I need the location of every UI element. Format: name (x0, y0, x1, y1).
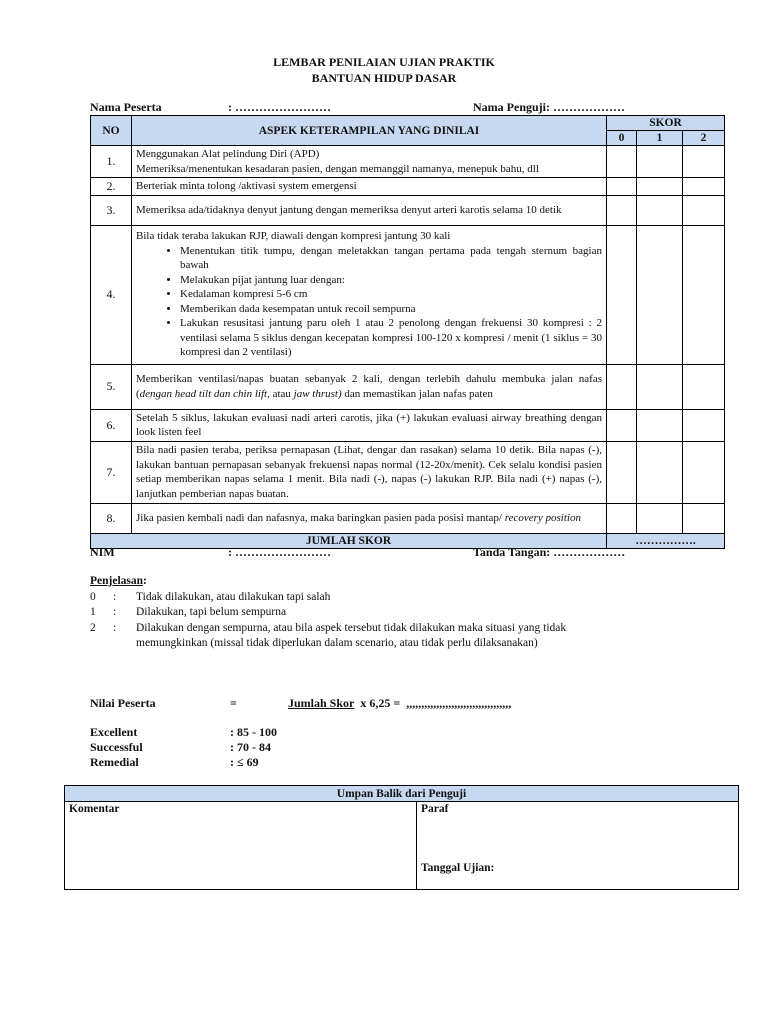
score-cell-1[interactable] (637, 409, 683, 441)
grade-range: : 85 - 100 (230, 725, 277, 739)
col-aspek-header: ASPEK KETERAMPILAN YANG DINILAI (132, 116, 607, 146)
score-cell-1[interactable] (637, 146, 683, 178)
formula-jumlah-skor: Jumlah Skor (288, 696, 355, 710)
score-cell-1[interactable] (637, 364, 683, 409)
row-number: 6. (91, 409, 132, 441)
aspect-text: Menggunakan Alat pelindung Diri (APD) (136, 148, 320, 160)
row-aspect (132, 178, 607, 196)
nim-value: : …………………… (228, 545, 331, 559)
score-cell-1[interactable] (637, 225, 683, 364)
nama-peserta-label: Nama Peserta (90, 100, 162, 114)
score-cell-1[interactable] (637, 178, 683, 196)
komentar-label: Komentar (69, 803, 120, 815)
feedback-table (64, 785, 739, 890)
score-cell-2[interactable] (683, 364, 725, 409)
score-cell-1[interactable] (637, 195, 683, 225)
aspect-text-italic: dengan head tilt dan chin lift, (139, 387, 270, 400)
table-row (91, 503, 725, 533)
nama-peserta-value: : …………………… (228, 100, 331, 114)
grade-range: : ≤ 69 (230, 755, 259, 769)
legend-text: Dilakukan dengan sempurna, atau bila aspek tersebut tidak dilakukan maka situasi yang tidak (136, 622, 567, 634)
score-cell-0[interactable] (607, 364, 637, 409)
grade-range: : 70 - 84 (230, 740, 271, 754)
score-cell-2[interactable] (683, 503, 725, 533)
paraf-label: Paraf (421, 803, 449, 815)
aspect-text: Berteriak minta tolong /aktivasi system emergensi (136, 180, 357, 192)
penjelasan-heading (90, 575, 147, 587)
legend-sep: : (113, 606, 117, 618)
legend-code: 1 (90, 606, 96, 618)
legend-text: Tidak dilakukan, atau dilakukan tapi salah (136, 591, 331, 603)
legend-sep: : (113, 591, 117, 603)
legend-code: 2 (90, 622, 96, 634)
penjelasan-colon: : (143, 575, 147, 587)
legend-text-continued: memungkinkan (missal tidak diperlukan dalam scenario, atau tidak perlu dilaksanakan) (136, 637, 538, 649)
table-row (91, 409, 725, 441)
row-aspect (132, 409, 607, 441)
formula-multiplier: x 6,25 = (360, 696, 401, 710)
nama-penguji: Nama Penguji: ……………… (473, 100, 625, 114)
table-row (91, 225, 725, 364)
score-cell-0[interactable] (607, 441, 637, 503)
aspect-text: Memeriksa/menentukan kesadaran pasien, dengan memanggil namanya, menepuk bahu, dll (136, 162, 539, 175)
row-aspect (132, 195, 607, 225)
score-cell-0[interactable] (607, 409, 637, 441)
list-item: • Kedalaman kompresi 5-6 cm (180, 287, 602, 302)
nilai-peserta-label: Nilai Peserta (90, 696, 156, 710)
table-row (91, 178, 725, 196)
aspect-text: Setelah 5 siklus, lakukan evaluasi nadi arteri carotis, jika (+) lakukan evaluasi airway breathing dengan look listen feel (136, 411, 602, 438)
feedback-title: Umpan Balik dari Penguji (65, 786, 739, 802)
score-cell-2[interactable] (683, 409, 725, 441)
col-skor-header: SKOR (607, 116, 725, 131)
row-aspect (132, 364, 607, 409)
row-number: 2. (91, 178, 132, 196)
table-row (91, 146, 725, 178)
score-cell-1[interactable] (637, 503, 683, 533)
row-number: 8. (91, 503, 132, 533)
table-row (91, 195, 725, 225)
legend-text: Dilakukan, tapi belum sempurna (136, 606, 287, 618)
jumlah-skor-value[interactable]: ……………. (607, 533, 725, 548)
row-number: 1. (91, 146, 132, 178)
grade-label: Remedial (90, 755, 139, 769)
skor-col-1: 1 (637, 131, 683, 146)
score-cell-2[interactable] (683, 178, 725, 196)
skor-col-2: 2 (683, 131, 725, 146)
aspect-text: Bila nadi pasien teraba, periksa pernapasan (Lihat, dengar dan rasakan) selama 10 detik. Bila napas (-), lakukan bantuan pernapasan sebanyak frekuensi napas normal (12-20x/menit). Cek selalu kondisi pasien setiap memberikan napas selama 1 menit. Bila nadi (-), napas (-) lakukan RJP. Bila nadi (+) napas (-), lanjutkan pemberian napas buatan. (136, 444, 602, 500)
row-aspect (132, 441, 607, 503)
score-cell-2[interactable] (683, 195, 725, 225)
row-number: 3. (91, 195, 132, 225)
aspect-text-italic: recovery position (504, 511, 581, 524)
score-cell-2[interactable] (683, 225, 725, 364)
page-title: LEMBAR PENILAIAN UJIAN PRAKTIK (273, 55, 495, 69)
row-aspect (132, 146, 607, 178)
grade-label: Excellent (90, 725, 138, 739)
score-cell-0[interactable] (607, 178, 637, 196)
aspect-text: Bila tidak teraba lakukan RJP, diawali dengan kompresi jantung 30 kali (136, 230, 451, 243)
score-cell-2[interactable] (683, 146, 725, 178)
score-cell-0[interactable] (607, 503, 637, 533)
score-cell-1[interactable] (637, 441, 683, 503)
list-item: • Melakukan pijat jantung luar dengan: (180, 273, 602, 288)
aspect-text: Memberikan ventilasi/napas buatan sebanyak 2 kali, dengan terlebih dahulu membuka jalan nafas ( (136, 373, 602, 400)
legend-code: 0 (90, 591, 96, 603)
legend-sep: : (113, 622, 117, 634)
row-number: 7. (91, 441, 132, 503)
nilai-eq: = (230, 696, 237, 710)
nim-label: NIM (90, 545, 115, 559)
jumlah-skor-label: JUMLAH SKOR (91, 533, 607, 548)
skor-col-0: 0 (607, 131, 637, 146)
row-number: 4. (91, 225, 132, 364)
list-item: • Memberikan dada kesempatan untuk recoil sempurna (180, 302, 602, 317)
table-row (91, 441, 725, 503)
aspect-text: Jika pasien kembali nadi dan nafasnya, maka baringkan pasien pada posisi mantap/ (136, 511, 502, 524)
row-aspect (132, 225, 607, 364)
row-aspect (132, 503, 607, 533)
page-subtitle: BANTUAN HIDUP DASAR (311, 71, 457, 85)
list-item: • Menentukan titik tumpu, dengan meletakkan tangan pertama pada tengah sternum bagian bawah (180, 244, 602, 273)
aspect-bullet-list (136, 244, 602, 360)
aspect-text: dan memastikan jalan nafas paten (341, 387, 493, 400)
score-cell-2[interactable] (683, 441, 725, 503)
score-cell-0[interactable] (607, 195, 637, 225)
list-item: • Lakukan resusitasi jantung paru oleh 1 atau 2 penolong dengan frekuensi 30 kompresi : 2 ventilasi selama 5 siklus dengan kecepatan kompresi 100-120 x kompresi / menit (1 siklus = 30 kompresi dan 2 ventilasi) (180, 316, 602, 360)
table-row (91, 364, 725, 409)
grade-label: Successful (90, 740, 143, 754)
col-no-header: NO (91, 116, 132, 146)
nilai-formula (288, 696, 511, 711)
paraf-cell[interactable] (417, 802, 739, 890)
komentar-cell[interactable] (65, 802, 417, 890)
tanggal-ujian-label: Tanggal Ujian: (421, 862, 495, 874)
aspect-text: Memeriksa ada/tidaknya denyut jantung dengan memeriksa denyut arteri karotis selama 10 detik (136, 203, 562, 216)
score-cell-0[interactable] (607, 146, 637, 178)
nilai-result-dots: ,,,,,,,,,,,,,,,,,,,,,,,,,,,,,,,,,,, (406, 696, 512, 710)
aspect-text-italic: jaw thrust) (293, 387, 342, 400)
penjelasan-heading-text: Penjelasan (90, 575, 144, 587)
assessment-table (90, 115, 725, 549)
tanda-tangan: Tanda Tangan: ……………… (473, 545, 626, 559)
row-number: 5. (91, 364, 132, 409)
score-cell-0[interactable] (607, 225, 637, 364)
aspect-text: atau (269, 387, 294, 400)
